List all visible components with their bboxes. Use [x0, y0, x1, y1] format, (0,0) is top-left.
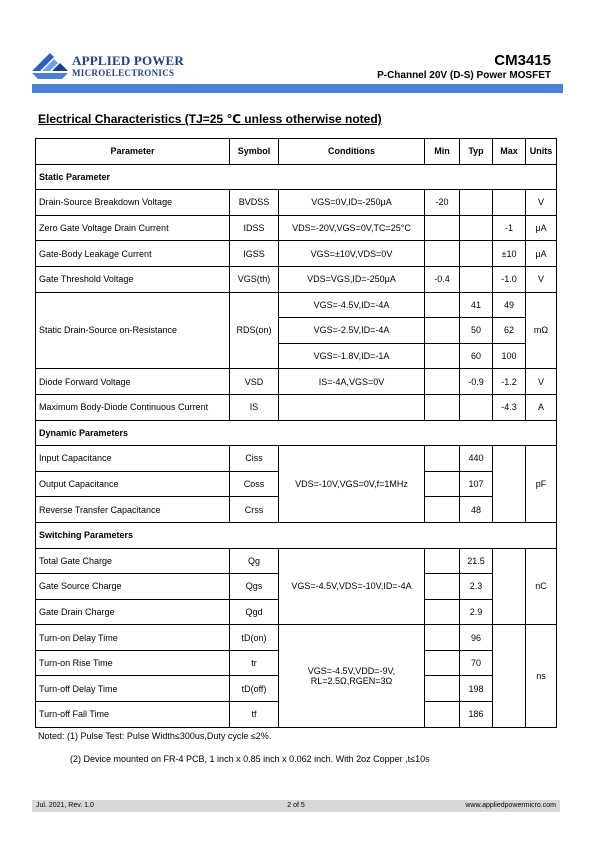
min-cell	[425, 318, 460, 344]
electrical-characteristics-table	[35, 138, 557, 728]
typ-cell	[460, 241, 493, 267]
units-cell: V	[526, 266, 557, 292]
column-header: Typ	[460, 139, 493, 165]
header-divider-bar	[32, 84, 563, 93]
symbol-cell: Crss	[230, 497, 279, 523]
typ-cell: 186	[460, 702, 493, 728]
brand-line2: MICROELECTRONICS	[72, 68, 175, 78]
typ-cell: 198	[460, 676, 493, 702]
conditions-cell: VGS=0V,ID=-250μA	[279, 190, 425, 216]
section-heading-dynamic: Dynamic Parameters	[36, 420, 557, 446]
parameter-cell: Gate Source Charge	[36, 574, 230, 600]
parameter-cell: Static Drain-Source on-Resistance	[36, 292, 230, 369]
parameter-cell: Maximum Body-Diode Continuous Current	[36, 394, 230, 420]
min-cell	[425, 241, 460, 267]
parameter-cell: Turn-off Fall Time	[36, 702, 230, 728]
symbol-cell: IDSS	[230, 215, 279, 241]
column-header: Symbol	[230, 139, 279, 165]
max-cell: -4.3	[493, 394, 526, 420]
units-cell: ns	[526, 625, 557, 727]
parameter-cell: Gate Drain Charge	[36, 599, 230, 625]
max-cell: 49	[493, 292, 526, 318]
table-row	[36, 446, 557, 472]
symbol-cell: IGSS	[230, 241, 279, 267]
max-cell	[493, 625, 526, 727]
conditions-cell: VGS=-4.5V,VDS=-10V,ID=-4A	[279, 548, 425, 625]
symbol-cell: tD(on)	[230, 625, 279, 651]
table-row	[36, 190, 557, 216]
typ-cell: 2.9	[460, 599, 493, 625]
conditions-cell	[279, 625, 425, 727]
typ-cell: 41	[460, 292, 493, 318]
note-pcb-mounting: (2) Device mounted on FR-4 PCB, 1 inch x 0.85 inch x 0.062 inch. With 2oz Copper ,t≤10s	[70, 754, 430, 764]
typ-cell: 60	[460, 343, 493, 369]
company-logo-icon	[32, 47, 74, 83]
conditions-cell: VGS=-1.8V,ID=-1A	[279, 343, 425, 369]
column-header: Max	[493, 139, 526, 165]
conditions-cell: IS=-4A,VGS=0V	[279, 369, 425, 395]
max-cell: -1.2	[493, 369, 526, 395]
symbol-cell: Qgd	[230, 599, 279, 625]
conditions-cell: VGS=-2.5V,ID=-4A	[279, 318, 425, 344]
section-title: Electrical Characteristics (TJ=25 ℃ unless otherwise noted)	[38, 112, 382, 126]
table-row	[36, 241, 557, 267]
max-cell: 100	[493, 343, 526, 369]
parameter-cell: Turn-on Delay Time	[36, 625, 230, 651]
conditions-cell: VGS=±10V,VDS=0V	[279, 241, 425, 267]
parameter-cell: Drain-Source Breakdown Voltage	[36, 190, 230, 216]
units-cell: nC	[526, 548, 557, 625]
parameter-cell: Input Capacitance	[36, 446, 230, 472]
column-header: Parameter	[36, 139, 230, 165]
min-cell	[425, 650, 460, 676]
conditions-cell: VDS=VGS,ID=-250μA	[279, 266, 425, 292]
min-cell	[425, 676, 460, 702]
typ-cell	[460, 266, 493, 292]
typ-cell: -0.9	[460, 369, 493, 395]
symbol-cell: tr	[230, 650, 279, 676]
symbol-cell: IS	[230, 394, 279, 420]
units-cell: V	[526, 190, 557, 216]
max-cell	[493, 548, 526, 625]
section-heading-static: Static Parameter	[36, 164, 557, 190]
conditions-line: RL=2.5Ω,RGEN=3Ω	[310, 675, 393, 686]
symbol-cell: BVDSS	[230, 190, 279, 216]
symbol-cell: tD(off)	[230, 676, 279, 702]
parameter-cell: Turn-on Rise Time	[36, 650, 230, 676]
typ-cell: 107	[460, 471, 493, 497]
column-header: Conditions	[279, 139, 425, 165]
column-header: Min	[425, 139, 460, 165]
parameter-cell: Total Gate Charge	[36, 548, 230, 574]
footer-revision: Jul. 2021, Rev. 1.0	[36, 802, 94, 809]
units-cell: pF	[526, 446, 557, 523]
min-cell	[425, 497, 460, 523]
max-cell: -1	[493, 215, 526, 241]
symbol-cell: VGS(th)	[230, 266, 279, 292]
footer-bar	[32, 800, 560, 812]
min-cell: -0.4	[425, 266, 460, 292]
section-row	[36, 522, 557, 548]
table-header-row	[36, 139, 557, 165]
symbol-cell: Qg	[230, 548, 279, 574]
min-cell	[425, 702, 460, 728]
footer-website-link[interactable]: www.appliedpowermicro.com	[465, 802, 556, 809]
parameter-cell: Reverse Transfer Capacitance	[36, 497, 230, 523]
section-row	[36, 420, 557, 446]
conditions-line: VGS=-4.5V,VDD=-9V,	[307, 665, 396, 676]
symbol-cell: Coss	[230, 471, 279, 497]
units-cell: μA	[526, 215, 557, 241]
section-heading-switching: Switching Parameters	[36, 522, 557, 548]
conditions-cell: VDS=-10V,VGS=0V,f=1MHz	[279, 446, 425, 523]
conditions-cell: VDS=-20V,VGS=0V,TC=25°C	[279, 215, 425, 241]
column-header: Units	[526, 139, 557, 165]
brand-name	[72, 54, 184, 78]
conditions-cell: VGS=-4.5V,ID=-4A	[279, 292, 425, 318]
units-cell: μA	[526, 241, 557, 267]
symbol-cell: VSD	[230, 369, 279, 395]
max-cell	[493, 190, 526, 216]
symbol-cell: Qgs	[230, 574, 279, 600]
max-cell: ±10	[493, 241, 526, 267]
conditions-cell	[279, 394, 425, 420]
typ-cell	[460, 215, 493, 241]
parameter-cell: Turn-off Delay Time	[36, 676, 230, 702]
typ-cell	[460, 190, 493, 216]
parameter-cell: Gate-Body Leakage Current	[36, 241, 230, 267]
min-cell	[425, 394, 460, 420]
units-cell: A	[526, 394, 557, 420]
parameter-cell: Zero Gate Voltage Drain Current	[36, 215, 230, 241]
part-description: P-Channel 20V (D-S) Power MOSFET	[377, 70, 551, 81]
typ-cell: 440	[460, 446, 493, 472]
table-row	[36, 625, 557, 651]
typ-cell	[460, 394, 493, 420]
max-cell: 62	[493, 318, 526, 344]
typ-cell: 70	[460, 650, 493, 676]
parameter-cell: Gate Threshold Voltage	[36, 266, 230, 292]
min-cell	[425, 471, 460, 497]
min-cell	[425, 625, 460, 651]
table-row	[36, 394, 557, 420]
symbol-cell: Ciss	[230, 446, 279, 472]
max-cell: -1.0	[493, 266, 526, 292]
min-cell: -20	[425, 190, 460, 216]
typ-cell: 48	[460, 497, 493, 523]
footer-page-number: 2 of 5	[287, 802, 305, 809]
units-cell: mΩ	[526, 292, 557, 369]
table-row	[36, 215, 557, 241]
table-row	[36, 292, 557, 318]
min-cell	[425, 599, 460, 625]
max-cell	[493, 446, 526, 523]
typ-cell: 2.3	[460, 574, 493, 600]
table-row	[36, 548, 557, 574]
note-pulse-test: Noted: (1) Pulse Test: Pulse Width≤300us,Duty cycle ≤2%.	[38, 731, 272, 741]
min-cell	[425, 369, 460, 395]
section-row	[36, 164, 557, 190]
table-row	[36, 369, 557, 395]
min-cell	[425, 215, 460, 241]
part-number: CM3415	[494, 52, 551, 69]
min-cell	[425, 548, 460, 574]
typ-cell: 21.5	[460, 548, 493, 574]
typ-cell: 96	[460, 625, 493, 651]
brand-line1: APPLIED POWER	[72, 53, 185, 68]
min-cell	[425, 574, 460, 600]
parameter-cell: Diode Forward Voltage	[36, 369, 230, 395]
typ-cell: 50	[460, 318, 493, 344]
symbol-cell: tf	[230, 702, 279, 728]
min-cell	[425, 446, 460, 472]
min-cell	[425, 292, 460, 318]
table-row	[36, 266, 557, 292]
parameter-cell: Output Capacitance	[36, 471, 230, 497]
symbol-cell: RDS(on)	[230, 292, 279, 369]
min-cell	[425, 343, 460, 369]
units-cell: V	[526, 369, 557, 395]
